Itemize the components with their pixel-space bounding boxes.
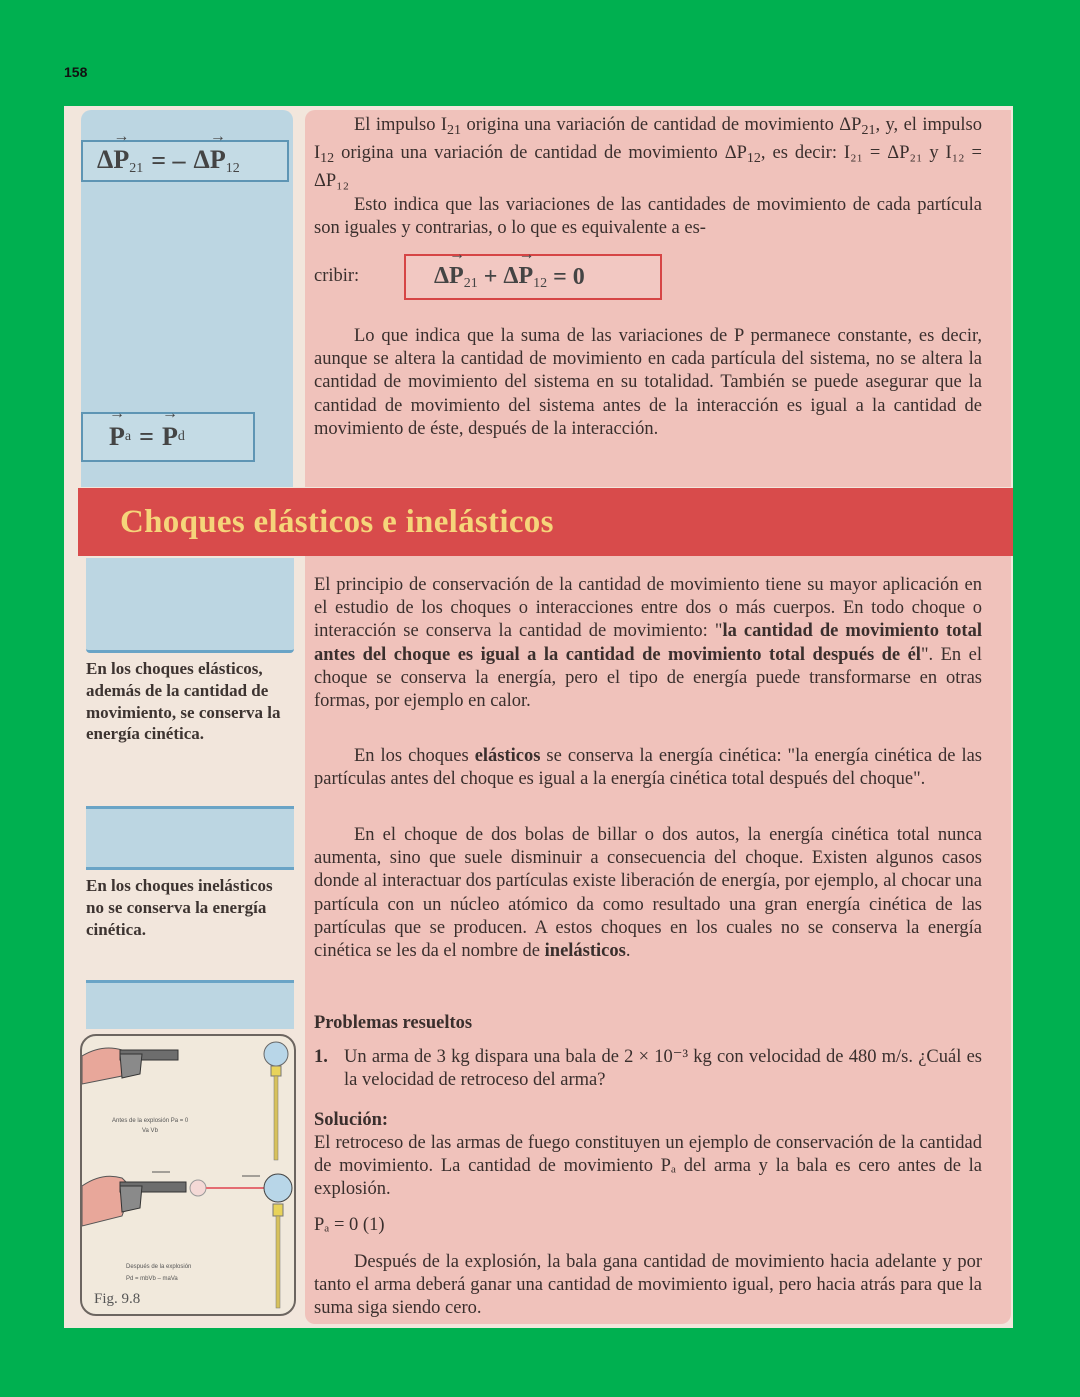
problems-heading: Problemas resueltos xyxy=(314,1013,473,1033)
figure-label-after: Después de la explosión xyxy=(126,1264,192,1270)
formula-pa-equals-pd: → P a = → P d xyxy=(81,412,255,462)
figure-label-after-equation: Pd = mbVb – maVa xyxy=(126,1276,178,1282)
page-number: 158 xyxy=(64,64,88,80)
sidebar-blue-block xyxy=(86,558,294,653)
section-paragraph-3: En el choque de dos bolas de billar o dos autos, la energía cinética total nunca aumenta, sino que suele disminuir a consecuencia del choque. Existen algunos casos donde al interactuar dos partículas existe liberación de energía, por ejemplo, al chocar una partícula con un núcleo atómico da como resultado una gran energía cinética de las partículas que se producen. A estos choques en los cuales no se conserva la energía cinética se les da el nombre de inelásticos. xyxy=(314,825,982,962)
section-paragraph-1: El principio de conservación de la cantidad de movimiento tiene su mayor aplicación en el estudio de los choques o interacciones entre dos o más cuerpos. En todo choque o interacción se conserva la cantidad de movimiento: "la cantidad de movimiento total antes del choque es igual a la cantidad de movimiento total después de él". En el choque se conserva la energía, pero el tipo de energía puede transformarse en otras formas, por ejemplo en calor. xyxy=(314,575,982,712)
figure-label-before: Antes de la explosión Pa = 0 xyxy=(112,1118,189,1124)
section-paragraph-2: En los choques elásticos se conserva la energía cinética: "la energía cinética de las partículas antes del choque es igual a la energía cinética total después del choque". xyxy=(314,746,982,790)
intro-paragraph-2: Esto indica que las variaciones de las cantidades de movimiento de cada partícula son iguales y contrarias, o lo que es equivalente a es- xyxy=(314,195,982,239)
solution-paragraph-2: Después de la explosión, la bala gana cantidad de movimiento hacia adelante y por tanto el arma deberá ganar una cantidad de movimiento igual, pero hacia atrás para que la suma siga siendo cero. xyxy=(314,1252,982,1319)
intro-paragraph-1: El impulso $I_{21}$ origina una variación de cantidad de movimiento $\Delta P_{21}$, y, el impulso $I_{12}$ origina una variación de cantidad de movimiento $\Delta P_{12}$, es decir: I₂₁ = ΔP₂₁ y I₁₂ = ΔP₁₂ xyxy=(314,115,982,192)
sidebar-blue-block-3 xyxy=(86,980,294,1029)
section-banner xyxy=(78,488,1013,556)
formula-lhs: $\Delta\to P_{21}$ xyxy=(97,145,143,177)
section-title: Choques elásticos e inelásticos xyxy=(120,503,554,540)
sidebar-blue-block-2 xyxy=(86,806,294,870)
sidebar-note-elastic: En los choques elásticos, además de la cantidad de movimiento, se conserva la energía cinética. xyxy=(86,659,281,744)
solution-heading: Solución: xyxy=(314,1110,389,1130)
intro-cribir: cribir: xyxy=(314,266,360,286)
problem-1: 1. Un arma de 3 kg dispara una bala de 2 × 10⁻³ kg con velocidad de 480 m/s. ¿Cuál es la velocidad de retroceso del arma? xyxy=(314,1047,982,1091)
formula-delta-p21-equals-minus-delta-p12: $\Delta\to P_{21}$ = – $\Delta\to P_{12}$ xyxy=(81,140,289,182)
solution-equation-1: Pₐ = 0 (1) xyxy=(314,1215,385,1235)
formula-rhs: $\Delta\to P_{12}$ xyxy=(194,145,240,177)
figure-caption: Fig. 9.8 xyxy=(94,1291,141,1307)
solution-paragraph-1: El retroceso de las armas de fuego constituyen un ejemplo de conservación de la cantidad de movimiento. La cantidad de movimiento Pₐ del arma y la bala es cero antes de la explosión. xyxy=(314,1133,982,1200)
intro-paragraph-3: Lo que indica que la suma de las variaciones de P permanece constante, es decir, aunque se altera la cantidad de movimiento en cada partícula del sistema, no se altera la cantidad de movimiento del sistema en su totalidad. También se puede asegurar que la cantidad de movimiento del sistema antes de la interacción es igual a la cantidad de movimiento de éste, después de la interacción. xyxy=(314,326,982,439)
gun-recoil-illustration xyxy=(82,1036,294,1314)
textbook-page xyxy=(64,106,1013,1328)
boxed-formula-sum-zero: $\Delta\to P_{21}$ + $\Delta\to P_{12}$ = 0 xyxy=(404,254,662,300)
figure-gun-recoil xyxy=(80,1034,296,1316)
figure-label-before-velocities: Va Vb xyxy=(142,1128,158,1134)
sidebar-note-inelastic: En los choques inelásticos no se conserva la energía cinética. xyxy=(86,876,273,939)
